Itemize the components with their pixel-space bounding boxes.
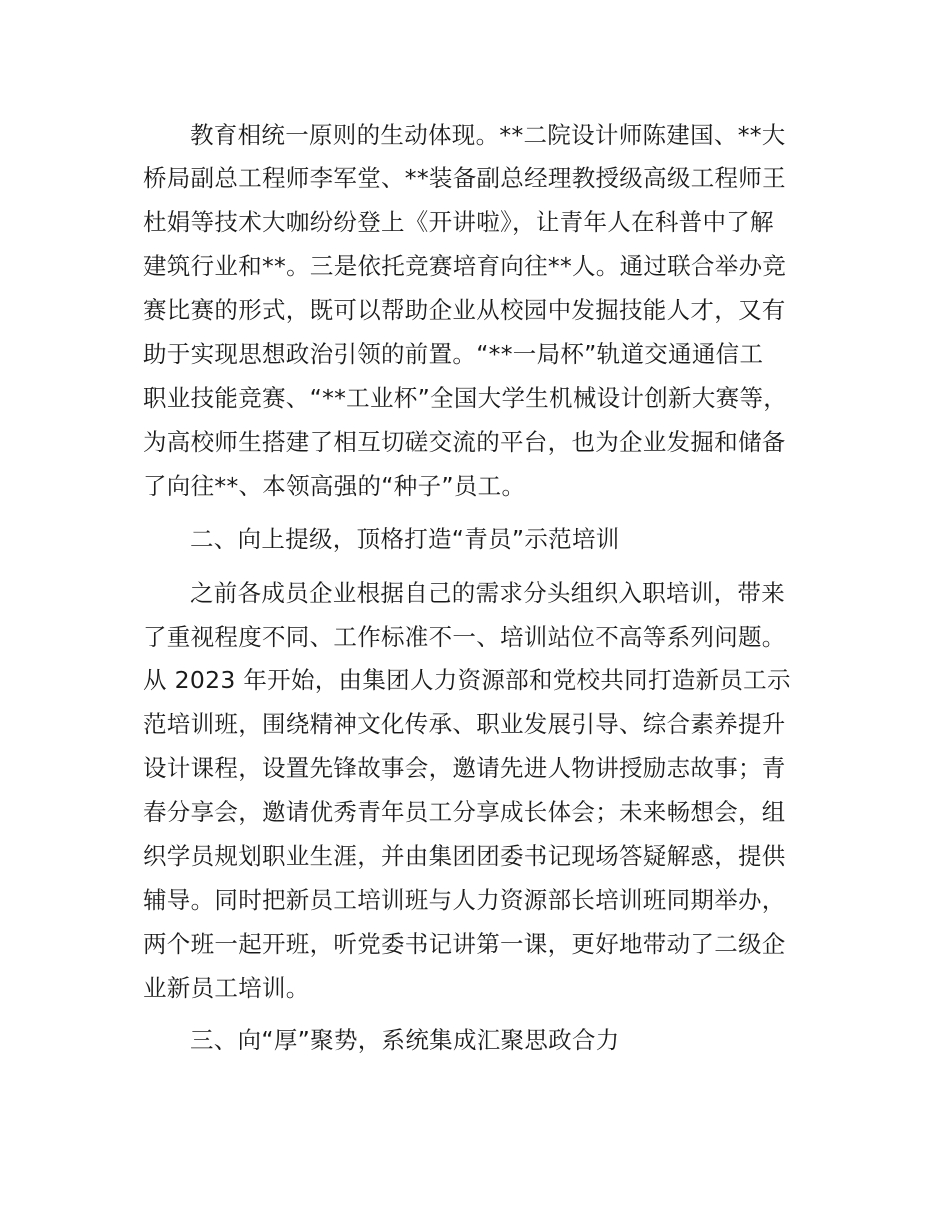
paragraph-2-line-6: 春分享会，邀请优秀青年员工分享成长体会；未来畅想会，组 bbox=[143, 798, 786, 826]
paragraph-1-line-4: 建筑行业和**。三是依托竞赛培育向往**人。通过联合举办竞 bbox=[143, 252, 787, 280]
paragraph-1-line-6: 助于实现思想政治引领的前置。“**一局杯”轨道交通通信工 bbox=[143, 340, 764, 368]
paragraph-2-line-4: 范培训班，围绕精神文化传承、职业发展引导、综合素养提升 bbox=[143, 710, 786, 738]
paragraph-2-line-3: 从 2023 年开始，由集团人力资源部和党校共同打造新员工示 bbox=[143, 666, 791, 694]
paragraph-2-line-10: 业新员工培训。 bbox=[143, 974, 310, 1002]
paragraph-2-line-8: 辅导。同时把新员工培训班与人力资源部长培训班同期举办， bbox=[143, 886, 786, 914]
paragraph-1-line-1: 教育相统一原则的生动体现。**二院设计师陈建国、**大 bbox=[190, 121, 786, 149]
paragraph-1-line-8: 为高校师生搭建了相互切磋交流的平台，也为企业发掘和储备 bbox=[143, 428, 786, 456]
paragraph-1-line-5: 赛比赛的形式，既可以帮助企业从校园中发掘技能人才，又有 bbox=[143, 296, 786, 324]
paragraph-1-line-2: 桥局副总工程师李军堂、**装备副总经理教授级高级工程师王 bbox=[143, 164, 786, 192]
section-heading-3: 三、向“厚”聚势，系统集成汇聚思政合力 bbox=[190, 1026, 620, 1054]
paragraph-1-line-3: 杜娟等技术大咖纷纷登上《开讲啦》，让青年人在科普中了解 bbox=[143, 208, 774, 236]
paragraph-2-line-2: 了重视程度不同、工作标准不一、培训站位不高等系列问题。 bbox=[143, 623, 786, 651]
paragraph-1-line-7: 职业技能竞赛、“**工业杯”全国大学生机械设计创新大赛等， bbox=[143, 384, 788, 412]
paragraph-2-line-9: 两个班一起开班，听党委书记讲第一课，更好地带动了二级企 bbox=[143, 930, 786, 958]
section-heading-2: 二、向上提级，顶格打造“青员”示范培训 bbox=[190, 525, 620, 553]
paragraph-2-line-5: 设计课程，设置先锋故事会，邀请先进人物讲授励志故事；青 bbox=[143, 754, 786, 782]
paragraph-2-line-7: 织学员规划职业生涯，并由集团团委书记现场答疑解惑，提供 bbox=[143, 842, 786, 870]
paragraph-2-line-1: 之前各成员企业根据自己的需求分头组织入职培训，带来 bbox=[190, 579, 785, 607]
paragraph-1-line-9: 了向往**、本领高强的“种子”员工。 bbox=[143, 472, 526, 500]
